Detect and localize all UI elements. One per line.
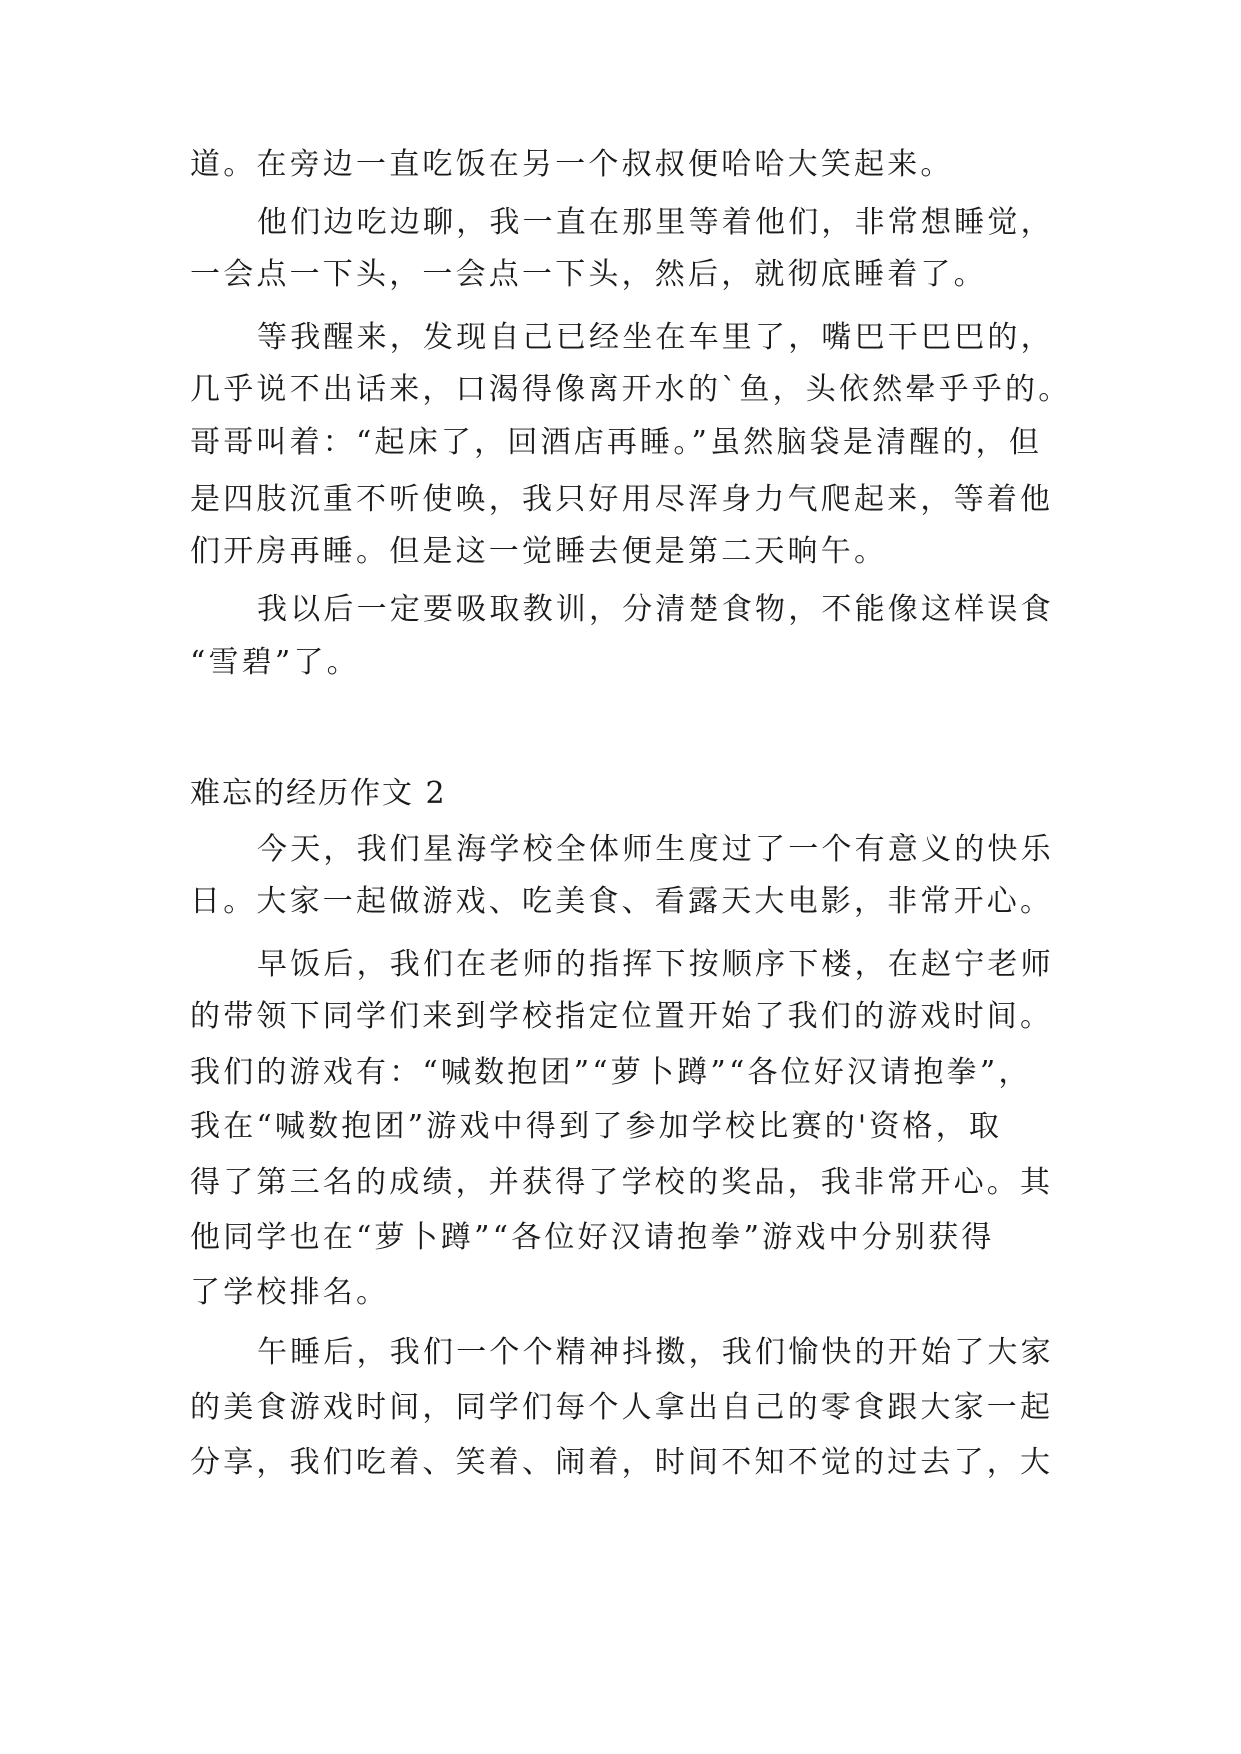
text-line: 我在“喊数抱团”游戏中得到了参加学校比赛的'资格，取 xyxy=(190,1109,1003,1144)
text-line: 我们的游戏有：“喊数抱团”“萝卜蹲”“各位好汉请抱拳”， xyxy=(190,1055,1032,1090)
text-line: 他们边吃边聊，我一直在那里等着他们，非常想睡觉， xyxy=(257,205,1054,240)
text-line: 几乎说不出话来，口渴得像离开水的`鱼，头依然晕乎乎的。 xyxy=(190,372,1072,407)
text-line: 得了第三名的成绩，并获得了学校的奖品，我非常开心。其 xyxy=(190,1165,1054,1200)
text-line: 们开房再睡。但是这一觉睡去便是第二天晌午。 xyxy=(190,534,888,569)
text-line: 今天，我们星海学校全体师生度过了一个有意义的快乐 xyxy=(257,832,1054,867)
text-line: 分享，我们吃着、笑着、闹着，时间不知不觉的过去了，大 xyxy=(190,1445,1054,1480)
text-line: 早饭后，我们在老师的指挥下按顺序下楼，在赵宁老师 xyxy=(257,947,1054,982)
text-line: 哥哥叫着：“起床了，回酒店再睡。”虽然脑袋是清醒的，但 xyxy=(190,425,1043,460)
text-line: 了学校排名。 xyxy=(190,1275,390,1310)
text-line: 的带领下同学们来到学校指定位置开始了我们的游戏时间。 xyxy=(190,999,1054,1034)
text-line: 等我醒来，发现自己已经坐在车里了，嘴巴干巴巴的， xyxy=(257,320,1054,355)
section-heading: 难忘的经历作文 2 xyxy=(190,776,447,811)
text-line: 是四肢沉重不听使唤，我只好用尽浑身力气爬起来，等着他 xyxy=(190,482,1054,517)
text-line: “雪碧”了。 xyxy=(190,645,360,680)
text-line: 午睡后，我们一个个精神抖擞，我们愉快的开始了大家 xyxy=(257,1335,1054,1370)
text-line: 我以后一定要吸取教训，分清楚食物，不能像这样误食 xyxy=(257,592,1054,627)
text-line: 他同学也在“萝卜蹲”“各位好汉请抱拳”游戏中分别获得 xyxy=(190,1220,995,1255)
text-line: 的美食游戏时间，同学们每个人拿出自己的零食跟大家一起 xyxy=(190,1390,1054,1425)
text-line: 日。大家一起做游戏、吃美食、看露天大电影，非常开心。 xyxy=(190,884,1054,919)
text-line: 一会点一下头，一会点一下头，然后，就彻底睡着了。 xyxy=(190,257,987,292)
text-line: 道。在旁边一直吃饭在另一个叔叔便哈哈大笑起来。 xyxy=(190,147,954,182)
